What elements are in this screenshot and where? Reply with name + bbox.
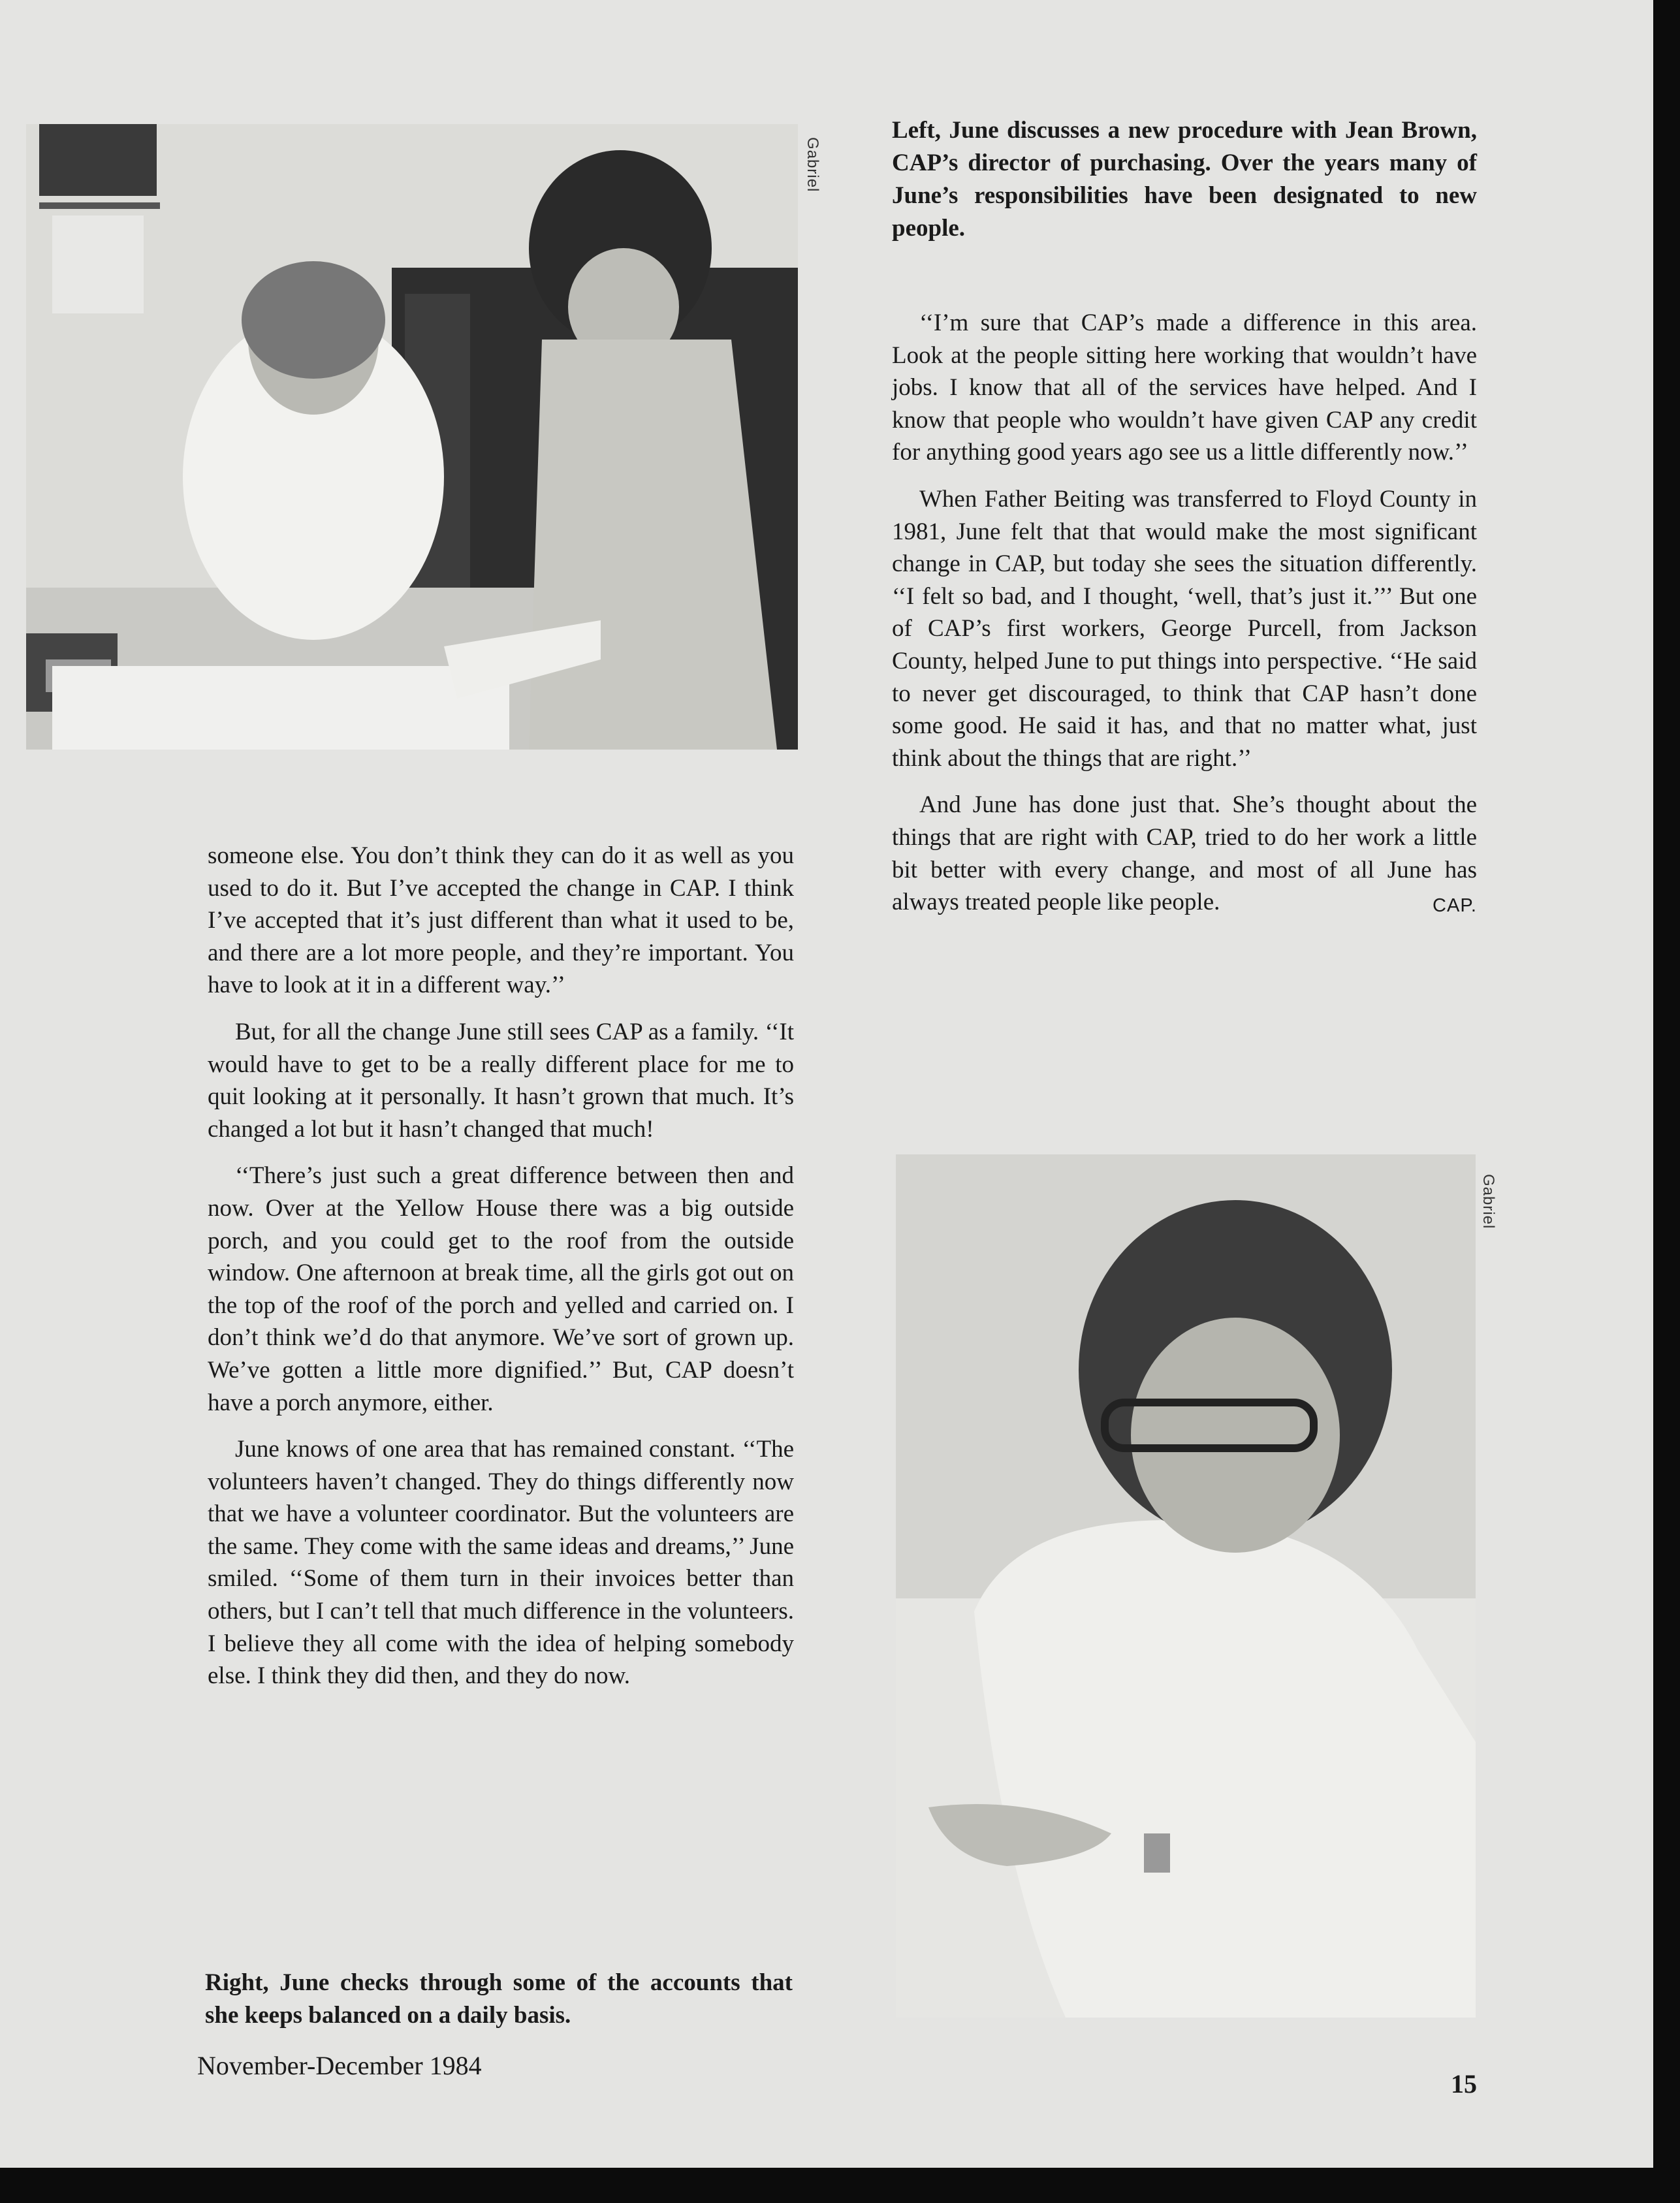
caption-top: Left, June discusses a new procedure with Jean Brown, CAP’s director of purchasing. Over the years many of June’s responsibilities have been designated to new people. bbox=[892, 117, 1477, 242]
issue-date: November-December 1984 bbox=[197, 2051, 482, 2080]
body-column-left bbox=[208, 840, 794, 1707]
page-number: 15 bbox=[1451, 2069, 1477, 2099]
paragraph: But, for all the change June still sees CAP as a family. ‘‘It would have to get to be a really different place for me to quit looking at it personally. It hasn’t grown that much. It’s changed a lot but it hasn’t changed that much! bbox=[208, 1018, 794, 1143]
paragraph: June knows of one area that has remained constant. ‘‘The volunteers haven’t changed. They do things differently now that we have a volunteer coordinator. But the volunteers are the same. They come with the same ideas and dreams,’’ June smiled. ‘‘Some of them turn in their invoices better than others, but I can’t tell that much difference in the volunteers. I believe they all come with the idea of helping somebody else. I think they did then, and they do now. bbox=[208, 1436, 794, 1690]
paragraph-text: And June has done just that. She’s thought about the things that are right with CAP, tried to do her work a little bit better with every change, and most of all June has always treated people like people. bbox=[892, 791, 1477, 916]
photo-credit-bottom: Gabriel bbox=[1480, 1174, 1497, 1229]
paragraph bbox=[892, 789, 1477, 918]
paragraph: When Father Beiting was transferred to Floyd County in 1981, June felt that that would make the most significant change in CAP, but today she sees the situation differently. ‘‘I felt so bad, and I thought, ‘well, that’s just it.’’’ But one of CAP’s first workers, George Purcell, from Jackson County, helped June to put things into perspective. ‘‘He said to never get discouraged, to think that CAP hasn’t done some good. He said it has, and that no matter what, just think about the things that are right.’’ bbox=[892, 485, 1477, 772]
paragraph: someone else. You don’t think they can do it as well as you used to do it. But I’ve accepted the change in CAP. I think I’ve accepted that it’s just different than what it used to be, and there are a lot more people, and they’re important. You have to look at it in a different way.’’ bbox=[208, 842, 794, 999]
photo-june-portrait bbox=[896, 1154, 1476, 2018]
photo-june-and-jean-brown bbox=[26, 124, 798, 750]
body-column-right bbox=[892, 307, 1477, 933]
photo-credit-top: Gabriel bbox=[804, 137, 821, 193]
caption-bottom: Right, June checks through some of the accounts that she keeps balanced on a daily basis. bbox=[205, 1969, 793, 2029]
paragraph: ‘‘I’m sure that CAP’s made a difference in this area. Look at the people sitting here working that wouldn’t have jobs. I know that all of the services have helped. And I know that people who wouldn’t have given CAP any credit for anything good years ago see us a little differently now.’’ bbox=[892, 309, 1477, 466]
paragraph: ‘‘There’s just such a great difference between then and now. Over at the Yellow House there was a big outside porch, and you could get to the roof from the outside window. One afternoon at break time, all the girls got out on the top of the roof of the porch and yelled and carried on. I don’t think we’d do that anymore. We’ve sort of grown up. We’ve gotten a little more dignified.’’ But, CAP doesn’t have a porch anymore, either. bbox=[208, 1162, 794, 1416]
end-mark: CAP. bbox=[1433, 895, 1477, 917]
